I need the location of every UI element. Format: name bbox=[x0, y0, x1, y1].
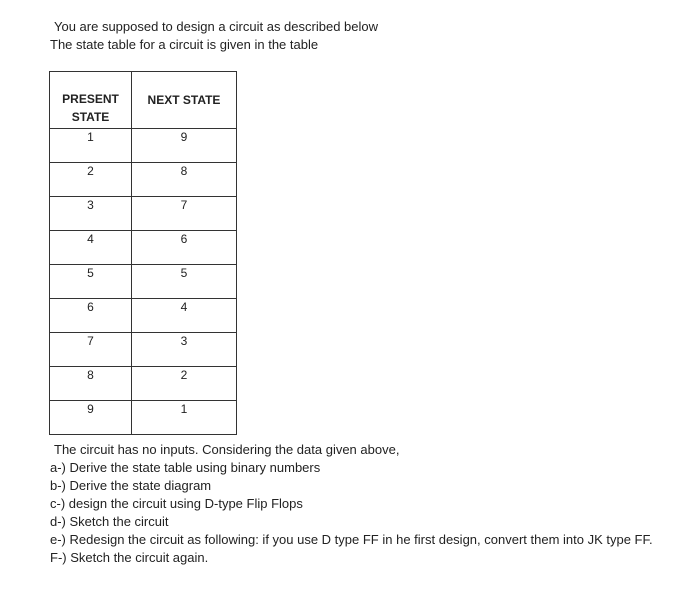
task-item-b: b-) Derive the state diagram bbox=[50, 478, 212, 493]
task-item-a: a-) Derive the state table using binary numbers bbox=[50, 460, 321, 475]
next-state-cell: 3 bbox=[132, 333, 237, 367]
present-state-cell: 8 bbox=[50, 367, 132, 401]
next-state-cell: 4 bbox=[132, 299, 237, 333]
state-table bbox=[49, 71, 237, 435]
present-state-cell: 9 bbox=[50, 401, 132, 435]
present-state-cell: 4 bbox=[50, 231, 132, 265]
next-state-cell: 9 bbox=[132, 129, 237, 163]
next-state-cell: 8 bbox=[132, 163, 237, 197]
table-row bbox=[50, 299, 237, 333]
task-intro: The circuit has no inputs. Considering the data given above, bbox=[54, 442, 400, 457]
table-row bbox=[50, 231, 237, 265]
next-state-cell: 7 bbox=[132, 197, 237, 231]
header-next-state: NEXT STATE bbox=[132, 72, 237, 129]
next-state-cell: 1 bbox=[132, 401, 237, 435]
intro-line-2: The state table for a circuit is given in the table bbox=[50, 37, 319, 52]
task-item-f: F-) Sketch the circuit again. bbox=[50, 550, 209, 565]
intro-line-1: You are supposed to design a circuit as described below bbox=[54, 19, 379, 34]
task-item-c: c-) design the circuit using D-type Flip Flops bbox=[50, 496, 303, 511]
present-state-cell: 1 bbox=[50, 129, 132, 163]
table-row bbox=[50, 197, 237, 231]
header-present-state: PRESENT STATE bbox=[50, 72, 132, 129]
next-state-cell: 6 bbox=[132, 231, 237, 265]
intro-text bbox=[50, 18, 378, 54]
table-row bbox=[50, 163, 237, 197]
present-state-cell: 2 bbox=[50, 163, 132, 197]
table-row bbox=[50, 265, 237, 299]
table-row bbox=[50, 333, 237, 367]
table-row bbox=[50, 129, 237, 163]
task-list bbox=[50, 441, 660, 567]
present-state-cell: 7 bbox=[50, 333, 132, 367]
table-row bbox=[50, 367, 237, 401]
next-state-cell: 5 bbox=[132, 265, 237, 299]
next-state-cell: 2 bbox=[132, 367, 237, 401]
present-state-cell: 3 bbox=[50, 197, 132, 231]
present-state-cell: 6 bbox=[50, 299, 132, 333]
table-row bbox=[50, 401, 237, 435]
table-header-row bbox=[50, 72, 237, 129]
task-item-e: e-) Redesign the circuit as following: if you use D type FF in he first design, convert them into JK type FF. bbox=[50, 532, 653, 547]
task-item-d: d-) Sketch the circuit bbox=[50, 514, 169, 529]
present-state-cell: 5 bbox=[50, 265, 132, 299]
